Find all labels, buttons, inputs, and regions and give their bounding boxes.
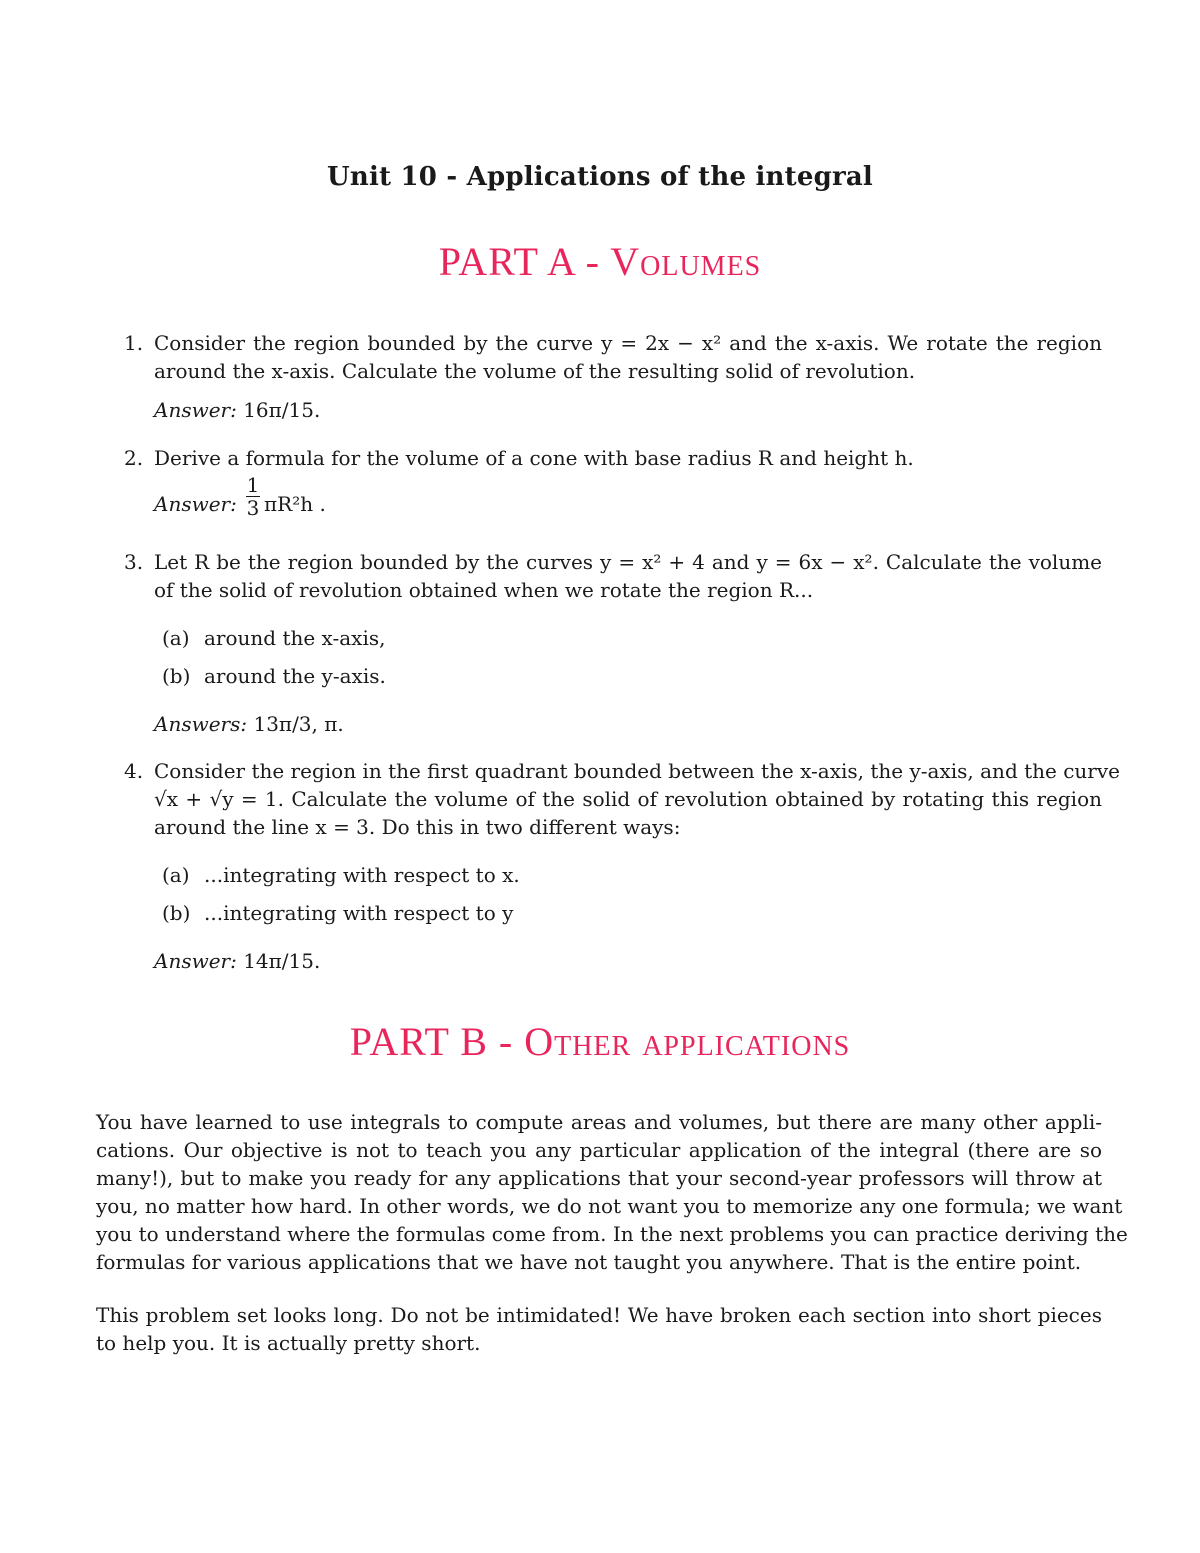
answer-value: 13π/3, π. — [253, 712, 344, 736]
paragraph-1-line-3: many!), but to make you ready for any applications that your second-year professors will throw at — [96, 1166, 1102, 1190]
answer-fraction — [246, 474, 260, 519]
problem-1-line-2: around the x-axis. Calculate the volume of the resulting solid of revolution. — [154, 359, 916, 383]
problem-4b-text: ...integrating with respect to y — [204, 901, 514, 925]
paragraph-2-line-2: to help you. It is actually pretty short. — [96, 1331, 481, 1355]
part-a-heading: PART A - Volumes — [438, 239, 762, 284]
problem-4b-label: (b) — [162, 901, 191, 925]
problem-2-answer-rest: πR²h . — [264, 492, 326, 516]
problem-4a-label: (a) — [162, 863, 190, 887]
problem-4-line-3: around the line x = 3. Do this in two different ways: — [154, 815, 681, 839]
answer-value: 14π/15. — [243, 949, 321, 973]
part-b-heading: PART B - Other applications — [349, 1019, 851, 1064]
answer-label: Answer: — [154, 398, 237, 422]
problem-3-line-2: of the solid of revolution obtained when we rotate the region R... — [154, 578, 814, 602]
problem-3-line-1: Let R be the region bounded by the curves y = x² + 4 and y = 6x − x². Calculate the volume — [154, 550, 1102, 574]
problem-2-line-1: Derive a formula for the volume of a cone with base radius R and height h. — [154, 446, 914, 470]
problem-3b-text: around the y-axis. — [204, 664, 386, 688]
answer-value: 16π/15. — [243, 398, 321, 422]
answer-label: Answers: — [154, 712, 248, 736]
problem-4-line-2: √x + √y = 1. Calculate the volume of the solid of revolution obtained by rotating this region — [154, 787, 1102, 811]
problem-3a-label: (a) — [162, 626, 190, 650]
problem-4-line-1: Consider the region in the first quadrant bounded between the x-axis, the y-axis, and the curve — [154, 759, 1120, 783]
paragraph-2-line-1: This problem set looks long. Do not be intimidated! We have broken each section into short pieces — [96, 1303, 1102, 1327]
paragraph-1-line-6: formulas for various applications that we have not taught you anywhere. That is the entire point. — [96, 1250, 1082, 1274]
fraction-denominator: 3 — [246, 496, 260, 520]
problem-3b-label: (b) — [162, 664, 191, 688]
answer-label: Answer: — [154, 949, 237, 973]
problem-1-answer — [154, 396, 320, 424]
problem-2-answer-label — [154, 490, 237, 518]
problem-4-number: 4. — [124, 759, 144, 783]
problem-1-number: 1. — [124, 331, 144, 355]
paragraph-1-line-1: You have learned to use integrals to compute areas and volumes, but there are many other appli- — [96, 1110, 1102, 1134]
paragraph-1-line-5: you to understand where the formulas come from. In the next problems you can practice deriving the — [96, 1222, 1128, 1246]
problem-1-line-1: Consider the region bounded by the curve y = 2x − x² and the x-axis. We rotate the region — [154, 331, 1102, 355]
problem-4a-text: ...integrating with respect to x. — [204, 863, 520, 887]
problem-2-number: 2. — [124, 446, 144, 470]
answer-label: Answer: — [154, 492, 237, 516]
unit-title: Unit 10 - Applications of the integral — [327, 162, 873, 192]
paragraph-1-line-4: you, no matter how hard. In other words, we do not want you to memorize any one formula; we want — [96, 1194, 1123, 1218]
paragraph-1-line-2: cations. Our objective is not to teach you any particular application of the integral (there are so — [96, 1138, 1102, 1162]
problem-3-number: 3. — [124, 550, 144, 574]
problem-4-answer — [154, 947, 320, 975]
problem-3a-text: around the x-axis, — [204, 626, 386, 650]
fraction-numerator: 1 — [246, 473, 260, 497]
problem-3-answer — [154, 710, 344, 738]
